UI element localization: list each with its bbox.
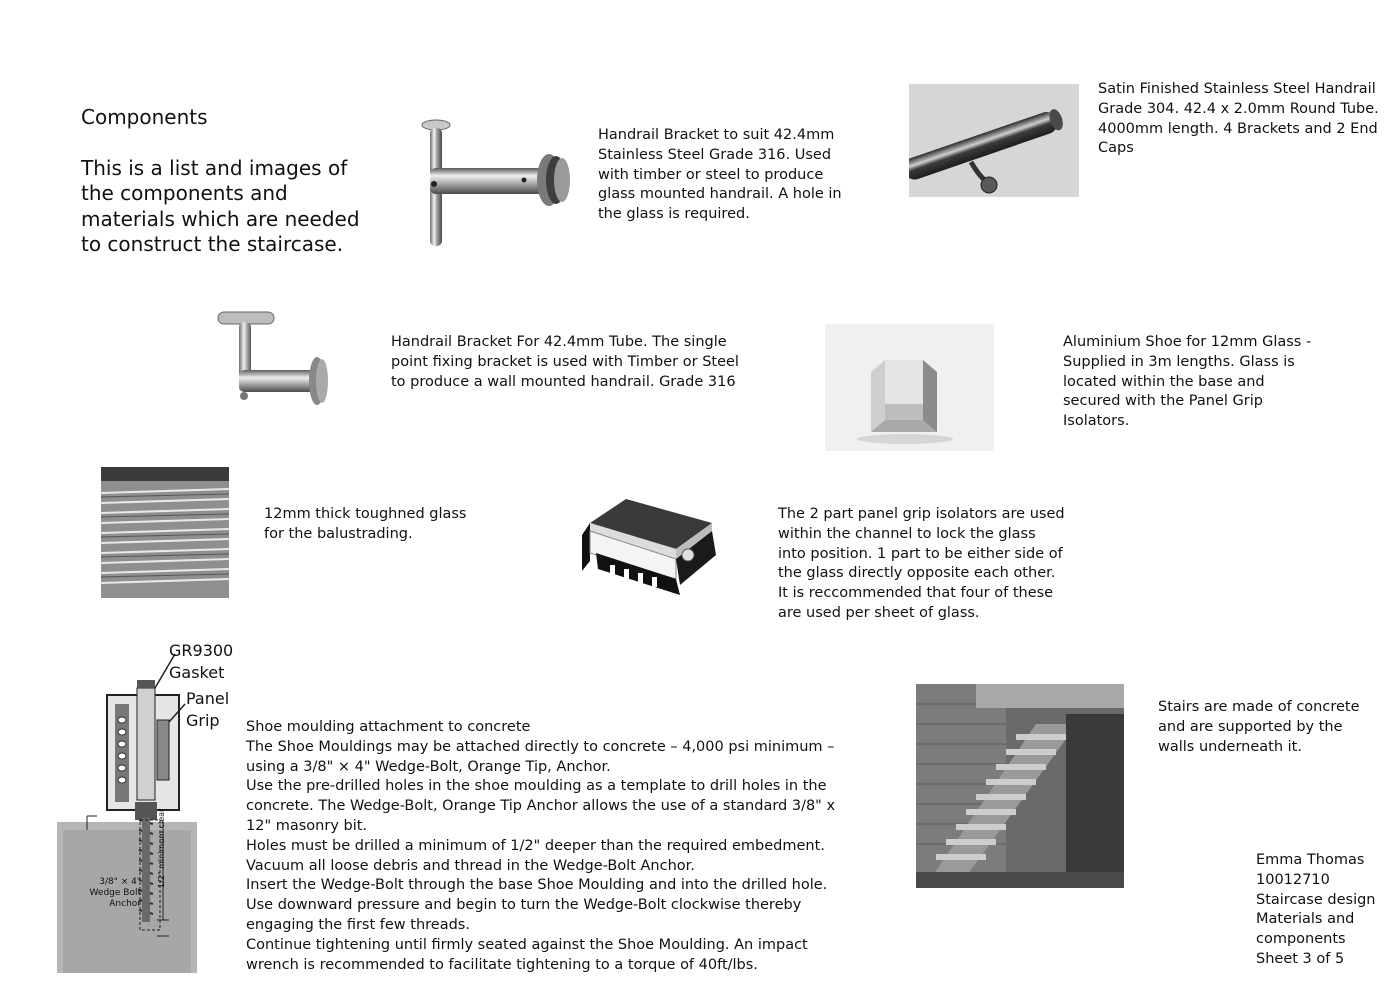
page-title: Components xyxy=(81,104,208,129)
shoe-moulding-instructions: Shoe moulding attachment to concrete The Shoe Mouldings may be attached directly to concrete – 4,000 psi minimum – using a 3/8" × 4" Wedge-Bolt, Orange Tip, Anchor. Use the pre-drilled holes in the shoe moulding as a template to drill holes in the concrete. The Wedge-Bolt, Orange Tip Anchor allows the use of a standard 3/8" x 12" masonry bit. Holes must be drilled a minimum of 1/2" deeper than the required embedment. Vacuum all loose debris and thread in the Wedge-Bolt Anchor. Insert the Wedge-Bolt through the base Shoe Moulding and into the drilled hole. Use downward pressure and begin to turn the Wedge-Bolt clockwise thereby engaging the first few threads. Continue tightening until firmly seated against the Shoe Moulding. An impact wrench is recommended to facilitate tightening to a torque of 40ft/lbs. xyxy=(246,719,836,973)
gasket-label: GR9300 Gasket xyxy=(169,641,234,682)
stairs-description: Stairs are made of concrete and are supported by the walls underneath it. xyxy=(1158,699,1360,755)
intro-text: This is a list and images of the components and materials which are needed to construct the staircase. xyxy=(81,155,360,256)
clearance-label: 1/2" minimum clear xyxy=(157,808,166,888)
aluminium-shoe-description: Aluminium Shoe for 12mm Glass - Supplied in 3m lengths. Glass is located within the base and secured with the Panel Grip Isolators. xyxy=(1063,334,1312,430)
toughened-glass-description: 12mm thick toughned glass for the balustrading. xyxy=(264,506,467,542)
wall-bracket-description: Handrail Bracket For 42.4mm Tube. The single point fixing bracket is used with Timber or Steel to produce a wall mounted handrail. Grade 316 xyxy=(391,334,739,390)
handrail-photo xyxy=(909,84,1079,197)
glass-bracket-photo xyxy=(412,100,578,268)
glass-bracket-description: Handrail Bracket to suit 42.4mm Stainless Steel Grade 316. Used with timber or steel to produce glass mounted handrail. A hole in the glass is required. xyxy=(598,127,842,223)
handrail-description: Satin Finished Stainless Steel Handrail Grade 304. 42.4 x 2.0mm Round Tube. 4000mm length. 4 Brackets and 2 End Caps xyxy=(1098,81,1379,157)
toughened-glass-photo xyxy=(101,467,229,598)
aluminium-shoe-photo xyxy=(825,324,994,451)
panel-grip-isolator-photo xyxy=(576,495,726,615)
anchor-label: 3/8" × 4" Wedge Bolt Anchor xyxy=(89,877,141,909)
shoe-moulding-diagram xyxy=(57,640,237,973)
panel-grip-isolator-description: The 2 part panel grip isolators are used within the channel to lock the glass into position. 1 part to be either side of the glass directly opposite each other. It is reccommended that four of these are used per sheet of glass. xyxy=(778,506,1065,621)
intro-block xyxy=(81,79,401,283)
panel-grip-label: Panel Grip xyxy=(186,689,230,730)
author-block: Emma Thomas 10012710 Staircase design Materials and components Sheet 3 of 5 xyxy=(1256,852,1376,967)
wall-bracket-photo xyxy=(184,292,352,436)
stairs-photo xyxy=(916,684,1124,888)
